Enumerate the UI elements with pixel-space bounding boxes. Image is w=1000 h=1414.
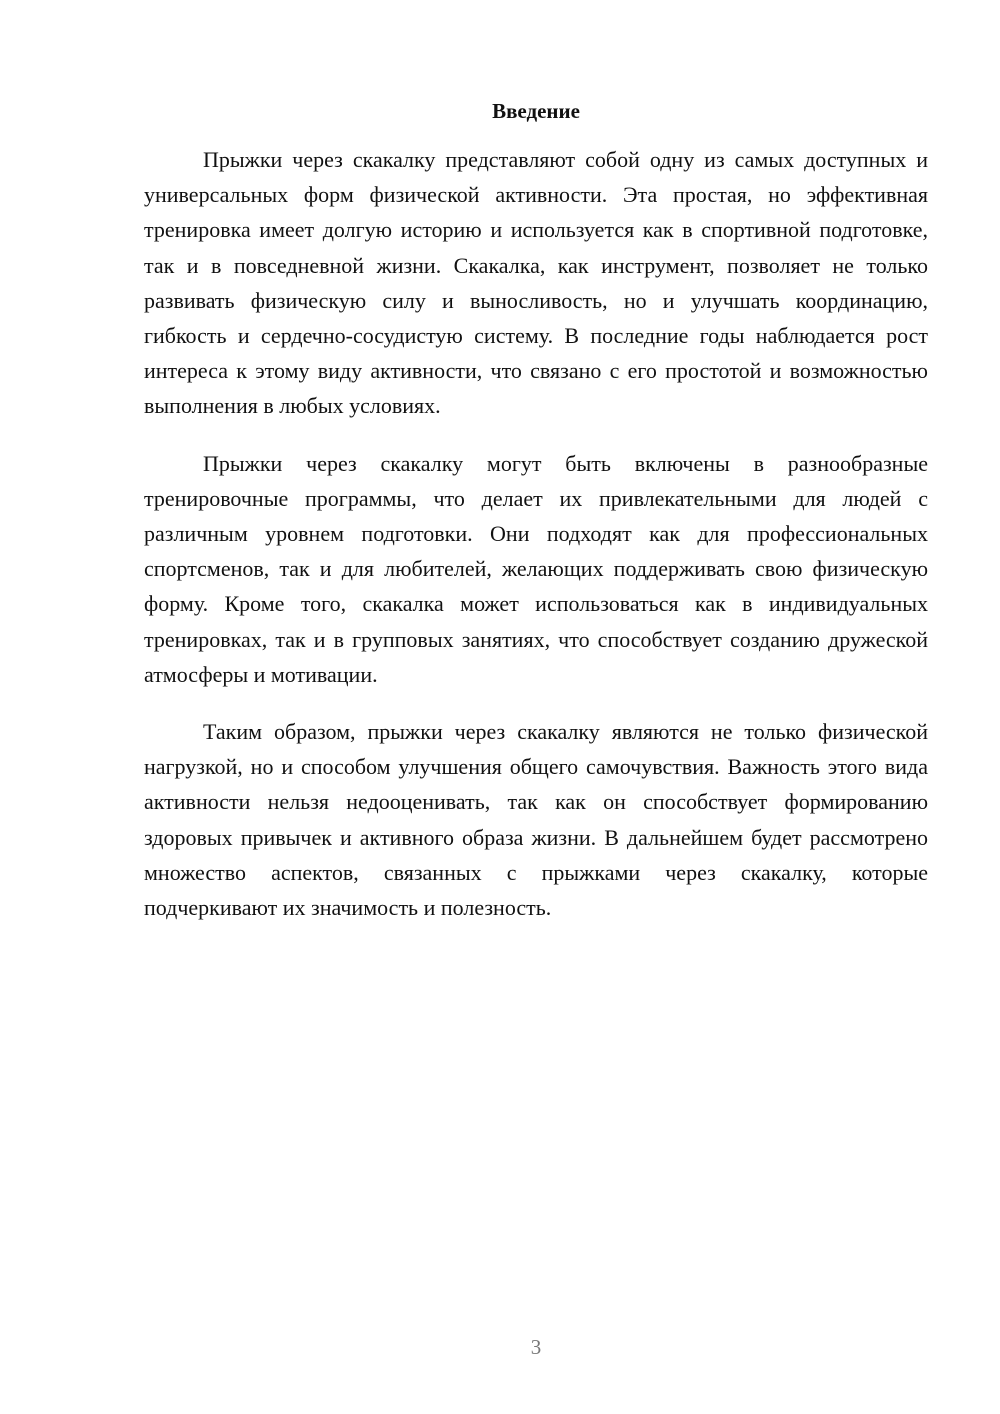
body-text [144,142,928,947]
paragraph-1: Прыжки через скакалку представляют собой одну из самых доступных и универсальных форм физической активности. Эта простая, но эффективная тренировка имеет долгую историю и используется как в спортивной подготовке, так и в повседневной жизни. Скакалка, как инструмент, позволяет не только развивать физическую силу и выносливость, но и улучшать координацию, гибкость и сердечно-сосудистую систему. В последние годы наблюдается рост интереса к этому виду активности, что связано с его простотой и возможностью выполнения в любых условиях. [144,147,928,419]
page-number: 3 [530,1335,542,1359]
section-heading: Введение [492,99,580,123]
paragraph-2: Прыжки через скакалку могут быть включены в разнообразные тренировочные программы, что делает их привлекательными для людей с различным уровнем подготовки. Они подходят как для профессиональных спортсменов, так и для любителей, желающих поддерживать свою физическую форму. Кроме того, скакалка может использоваться как в индивидуальных тренировках, так и в групповых занятиях, что способствует созданию дружеской атмосферы и мотивации. [144,450,928,687]
paragraph-3: Таким образом, прыжки через скакалку являются не только физической нагрузкой, но и способом улучшения общего самочувствия. Важность этого вида активности нельзя недооценивать, так как он способствует формированию здоровых привычек и активного образа жизни. В дальнейшем будет рассмотрено множество аспектов, связанных с прыжками через скакалку, которые подчеркивают их значимость и полезность. [144,719,928,921]
